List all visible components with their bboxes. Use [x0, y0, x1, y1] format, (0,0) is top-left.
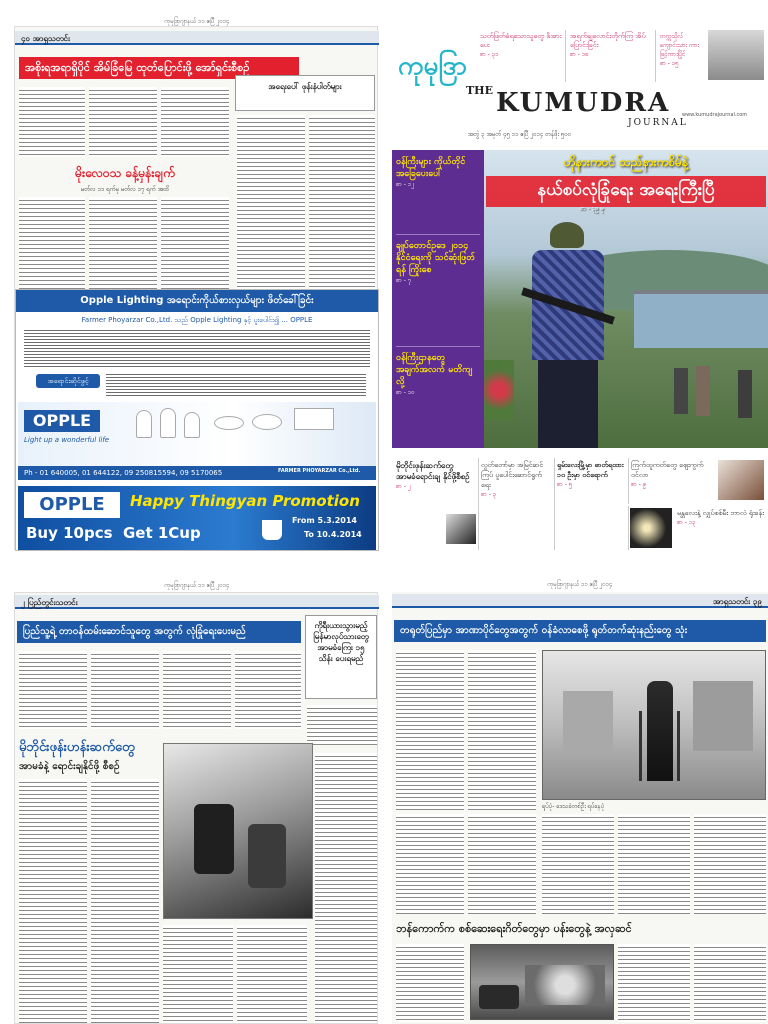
- divider: [396, 346, 480, 347]
- headline: အစိုးရအရာရှိပိုင် အိမ်ခြံမြေ ထုတ်ပြောင်းဖို့ အော်ရှင်းစီစဉ်: [19, 57, 299, 79]
- emergency-title: အရေးပေါ် ဖုန်းနံပါတ်များ: [268, 82, 342, 91]
- promo-to: To 10.4.2014: [304, 530, 362, 539]
- emergency-list: [309, 115, 375, 305]
- section-label: ၂ ပြည်တွင်းသတင်း: [15, 595, 379, 609]
- lead-headline[interactable]: နယ်စပ်လုံခြုံရေး အရေးကြီးပြီ: [486, 176, 766, 207]
- ad-dealer: FARMER PHOYARZAR Co.,Ltd.: [278, 468, 361, 474]
- story-text: ချုပ်တောင်ဥ‌ဒေ ၂၀၁၄ နိုင်ငံရေးကို သင်ဆုံးဖြတ်ရန် ကြိုးစေ: [396, 241, 476, 275]
- section-label: အာရှသတင်း ၃၉: [392, 594, 768, 608]
- story-page: စာ - ၁၀: [396, 389, 415, 396]
- ad-brand-logo: OPPLE: [24, 410, 100, 432]
- page-bottom-right: [392, 581, 768, 1024]
- bottom-story-text: မန္တလေးနဲ့ လျှပ်စစ်မီး ဘာလဲ ရုံးခန်း: [677, 509, 764, 517]
- bystander: [696, 366, 710, 416]
- section-label: ၄၀ အာရှသတင်း: [15, 31, 379, 45]
- phone-photo: [446, 514, 476, 544]
- bottom-story-page: စာ - ၃: [481, 491, 497, 498]
- article-column: [618, 814, 690, 914]
- bottom-story[interactable]: [554, 458, 626, 550]
- bottom-story-text: လွတ်တော်မှာ အမြင်ဆင်ကြပ် ပူပေါင်းဆောင်ရွက်ရေး: [481, 461, 544, 489]
- teaser-text: အရက်ချလောင်းတိုက်ကြ အိပ်ပြောင်းခြင်း: [570, 32, 646, 49]
- article-column: [396, 814, 464, 914]
- article-column: [19, 779, 87, 1023]
- ad-body-text: [24, 328, 370, 368]
- teaser-text: သတ်ဖြတ်ခံရသောသူတွေ ဖိအားပေး: [480, 32, 562, 49]
- page-bottom-left: [14, 582, 378, 1024]
- teaser-page: စာ - ၁၅: [660, 60, 679, 67]
- bottom-story-text: မိုဘိုင်းဖုန်းဆက်တွေ အာမခံရောင်းချ နိုင်ဖို့စီစဉ်: [396, 461, 470, 481]
- article-column: [694, 814, 766, 914]
- article-column: [163, 651, 231, 729]
- bystander: [738, 370, 752, 418]
- teaser[interactable]: [568, 30, 656, 82]
- downlight-icon: [214, 416, 244, 430]
- sidebar-text: ကိုရီးယားသွားမည့် မြန်မာလုပ်သားတွေ အာမခံကြေး ၁၅ သိန်း ပေးရမည်: [313, 621, 369, 663]
- promo-offer: Buy 10pcs Get 1Cup: [26, 524, 201, 542]
- lead-page: စာ - ၃၉ မှ: [580, 205, 604, 212]
- story[interactable]: [396, 352, 480, 442]
- coins-photo: [718, 460, 764, 500]
- building-shape: [634, 290, 768, 348]
- stories-panel: [392, 150, 484, 448]
- phone-shape: [248, 824, 286, 888]
- page-header-strip: ကုမုဒြာဂျာနယ် ၁၁ ဧပြီ ၂၀၁၄: [547, 581, 613, 588]
- flower-bush: [484, 360, 514, 420]
- story-text: ဝန်ကြီးဌာနတွေ အချက်အလက် မတိကျလို့: [396, 353, 473, 387]
- promo-banner: [18, 486, 376, 550]
- article-column: [315, 753, 377, 1023]
- bottom-story-page: စာ - ၅: [557, 481, 573, 488]
- flower-pile: [525, 965, 605, 1005]
- subhead: မိုဘိုင်းဖုန်းဟန်းဆက်တွေ: [19, 740, 135, 755]
- crutch-shape: [677, 711, 680, 781]
- bulb-icon: [160, 408, 176, 438]
- promo-from: From 5.3.2014: [292, 516, 357, 525]
- article-column: [468, 650, 536, 810]
- article-column: [542, 814, 614, 914]
- article-column: [19, 87, 85, 157]
- bottom-story-text: ရှမ်းလေးမြို့မှာ ဓာတ်ရထား ၁၀ ဦးမှာ ဝင်ရောက်: [557, 461, 624, 479]
- handset-photo: [163, 743, 313, 919]
- ad-tagline: Light up a wonderful life: [24, 436, 110, 444]
- article-column: [307, 705, 377, 745]
- promo-brand-logo: OPPLE: [24, 492, 120, 518]
- emergency-box: [235, 75, 375, 111]
- phone-shape: [194, 804, 234, 874]
- night-photo: [630, 508, 672, 548]
- sidebar-box: [305, 615, 377, 699]
- page-header-strip: ကုမုဒြာဂျာနယ် ၁၁ ဧပြီ ၂၀၁၄: [164, 18, 230, 25]
- man-photo: [542, 650, 766, 800]
- logo-myanmar: ကုမုဒြာ: [398, 51, 467, 81]
- ad-contact-text: [106, 372, 366, 396]
- article-column: [694, 944, 766, 1022]
- headline: တရုတ်ပြည်မှာ အာဏာပိုင်တွေအတွက် ဝန်ခံလာစေဖို့ ရုတ်တက်ဆုံးနည်းတွေ သုံး: [394, 620, 766, 642]
- masthead-journal: JOURNAL: [628, 118, 688, 128]
- story-page: စာ - ၁၂: [396, 181, 415, 188]
- article-column: [396, 650, 464, 810]
- subhead: အာမခံနဲ့ ရောင်းချနိုင်ဖို့ စီစဉ်: [19, 761, 120, 772]
- bulb-icon: [184, 412, 200, 438]
- cup-icon: [262, 520, 282, 540]
- masthead-kumudra: KUMUDRA: [496, 88, 671, 118]
- bottom-story-page: စာ - ၁၃: [677, 519, 696, 526]
- masthead-the: THE: [466, 84, 493, 97]
- teaser-text: တက္ကသိုလ်ကျောင်းသား ကားဖြင့်ကားပြိုင်: [660, 33, 699, 58]
- man-figure: [647, 681, 673, 781]
- story[interactable]: [396, 156, 480, 230]
- bystander: [674, 368, 688, 414]
- ad-product-panel: [18, 402, 376, 472]
- trousers-shape: [538, 360, 598, 448]
- story[interactable]: [396, 240, 480, 340]
- photo-caption: ရုပ်ပုံ- ဒေသခံတစ်ဦး ရပ်နေပုံ: [542, 803, 605, 810]
- divider: [396, 234, 480, 235]
- ad-contact-label: အရောင်းဆိုင်ဖွင့်: [36, 374, 100, 388]
- lamp-icon: [294, 408, 334, 430]
- article-column: [396, 944, 464, 1022]
- teaser[interactable]: [658, 30, 708, 82]
- bottom-story-page: စာ - ၂: [396, 483, 411, 490]
- emergency-list: [237, 115, 305, 305]
- lead-kicker: ဟိုနားက၀င် သည်နားကစိမ်နဲ့: [563, 155, 689, 169]
- building-shape: [563, 691, 613, 751]
- horoscope-subtitle: မတ်လ ၁၁ ရက်မှ မတ်လ ၁၇ ရက် အထိ: [80, 186, 170, 193]
- article-column: [91, 651, 159, 729]
- article-column: [618, 944, 690, 1022]
- article-column: [237, 925, 307, 1023]
- bulb-icon: [136, 410, 152, 438]
- article-column: [163, 925, 233, 1023]
- article-column: [89, 87, 157, 157]
- teaser[interactable]: [478, 30, 566, 82]
- bottom-story-page: စာ - ၉: [631, 481, 647, 488]
- checkpoint-photo: [470, 944, 614, 1020]
- vehicle-shape: [479, 985, 519, 1009]
- story-text: ဝန်ကြီးများ ကိုယ်တိုင် အခြေပေးပေါ်: [396, 157, 466, 179]
- website: www.kumudrajournal.com: [682, 112, 748, 118]
- ad-company-line: Farmer Phoyarzar Co.,Ltd. သည် Opple Lighting နှင့် ပူးပေါင်း၍ ... OPPLE: [81, 316, 313, 324]
- bottom-story-text: ကြက်ထူကတ်တွေ ဈေးကွက်ဝင်လာ: [631, 461, 704, 479]
- story-page: စာ - ၇: [396, 277, 412, 284]
- page-header-strip: ကုမုဒြာဂျာနယ် ၁၁ ဧပြီ ၂၀၁၄: [164, 582, 230, 589]
- ad-phones: Ph - 01 640005, 01 644122, 09 250815594, 09 5170065: [24, 469, 223, 477]
- teaser-page: စာ - ၁၈: [570, 51, 589, 58]
- headline: ပြည်သူ့ရဲ့ တာဝန်ထမ်းဆောင်သူတွေ အတွက် လုံခြုံရေးပေးမည်: [17, 621, 301, 643]
- car-photo: [708, 30, 764, 80]
- opple-advertisement: [15, 289, 379, 551]
- ad-banner: Opple Lighting အရောင်းကိုယ်စားလှယ်များ ဖိတ်ခေါ်ခြင်း: [16, 290, 378, 312]
- soldier-figure: [520, 222, 610, 448]
- teaser-page: စာ - ၃၁: [480, 51, 499, 58]
- article-column: [19, 651, 87, 729]
- building-shape: [693, 681, 753, 751]
- bottom-story[interactable]: [478, 458, 552, 550]
- page-top-left: [14, 18, 378, 550]
- article-column: [91, 779, 159, 1023]
- helmet-shape: [550, 222, 584, 248]
- promo-title: Happy Thingyan Promotion: [130, 492, 360, 510]
- downlight-icon: [252, 414, 282, 430]
- page-front-cover: [392, 26, 768, 550]
- article-column: [468, 814, 536, 914]
- crutch-shape: [639, 711, 642, 781]
- article-column: [161, 87, 229, 157]
- issue-line: အတွဲ ၃ အမှတ် ၄၅ ၁၁ ဧပြီ ၂၀၁၄ တန်ဖိုး ၅၀၀: [468, 131, 572, 138]
- subhead: ဘန်ကောက်က စစ်ဆေးရေးဂိတ်တွေမှာ ပန်းတွေနဲ့ အလှဆင်: [396, 922, 632, 935]
- horoscope-title: မိုးလေဝသ ခန့်မှန်းချက်: [75, 166, 175, 180]
- article-column: [235, 651, 301, 729]
